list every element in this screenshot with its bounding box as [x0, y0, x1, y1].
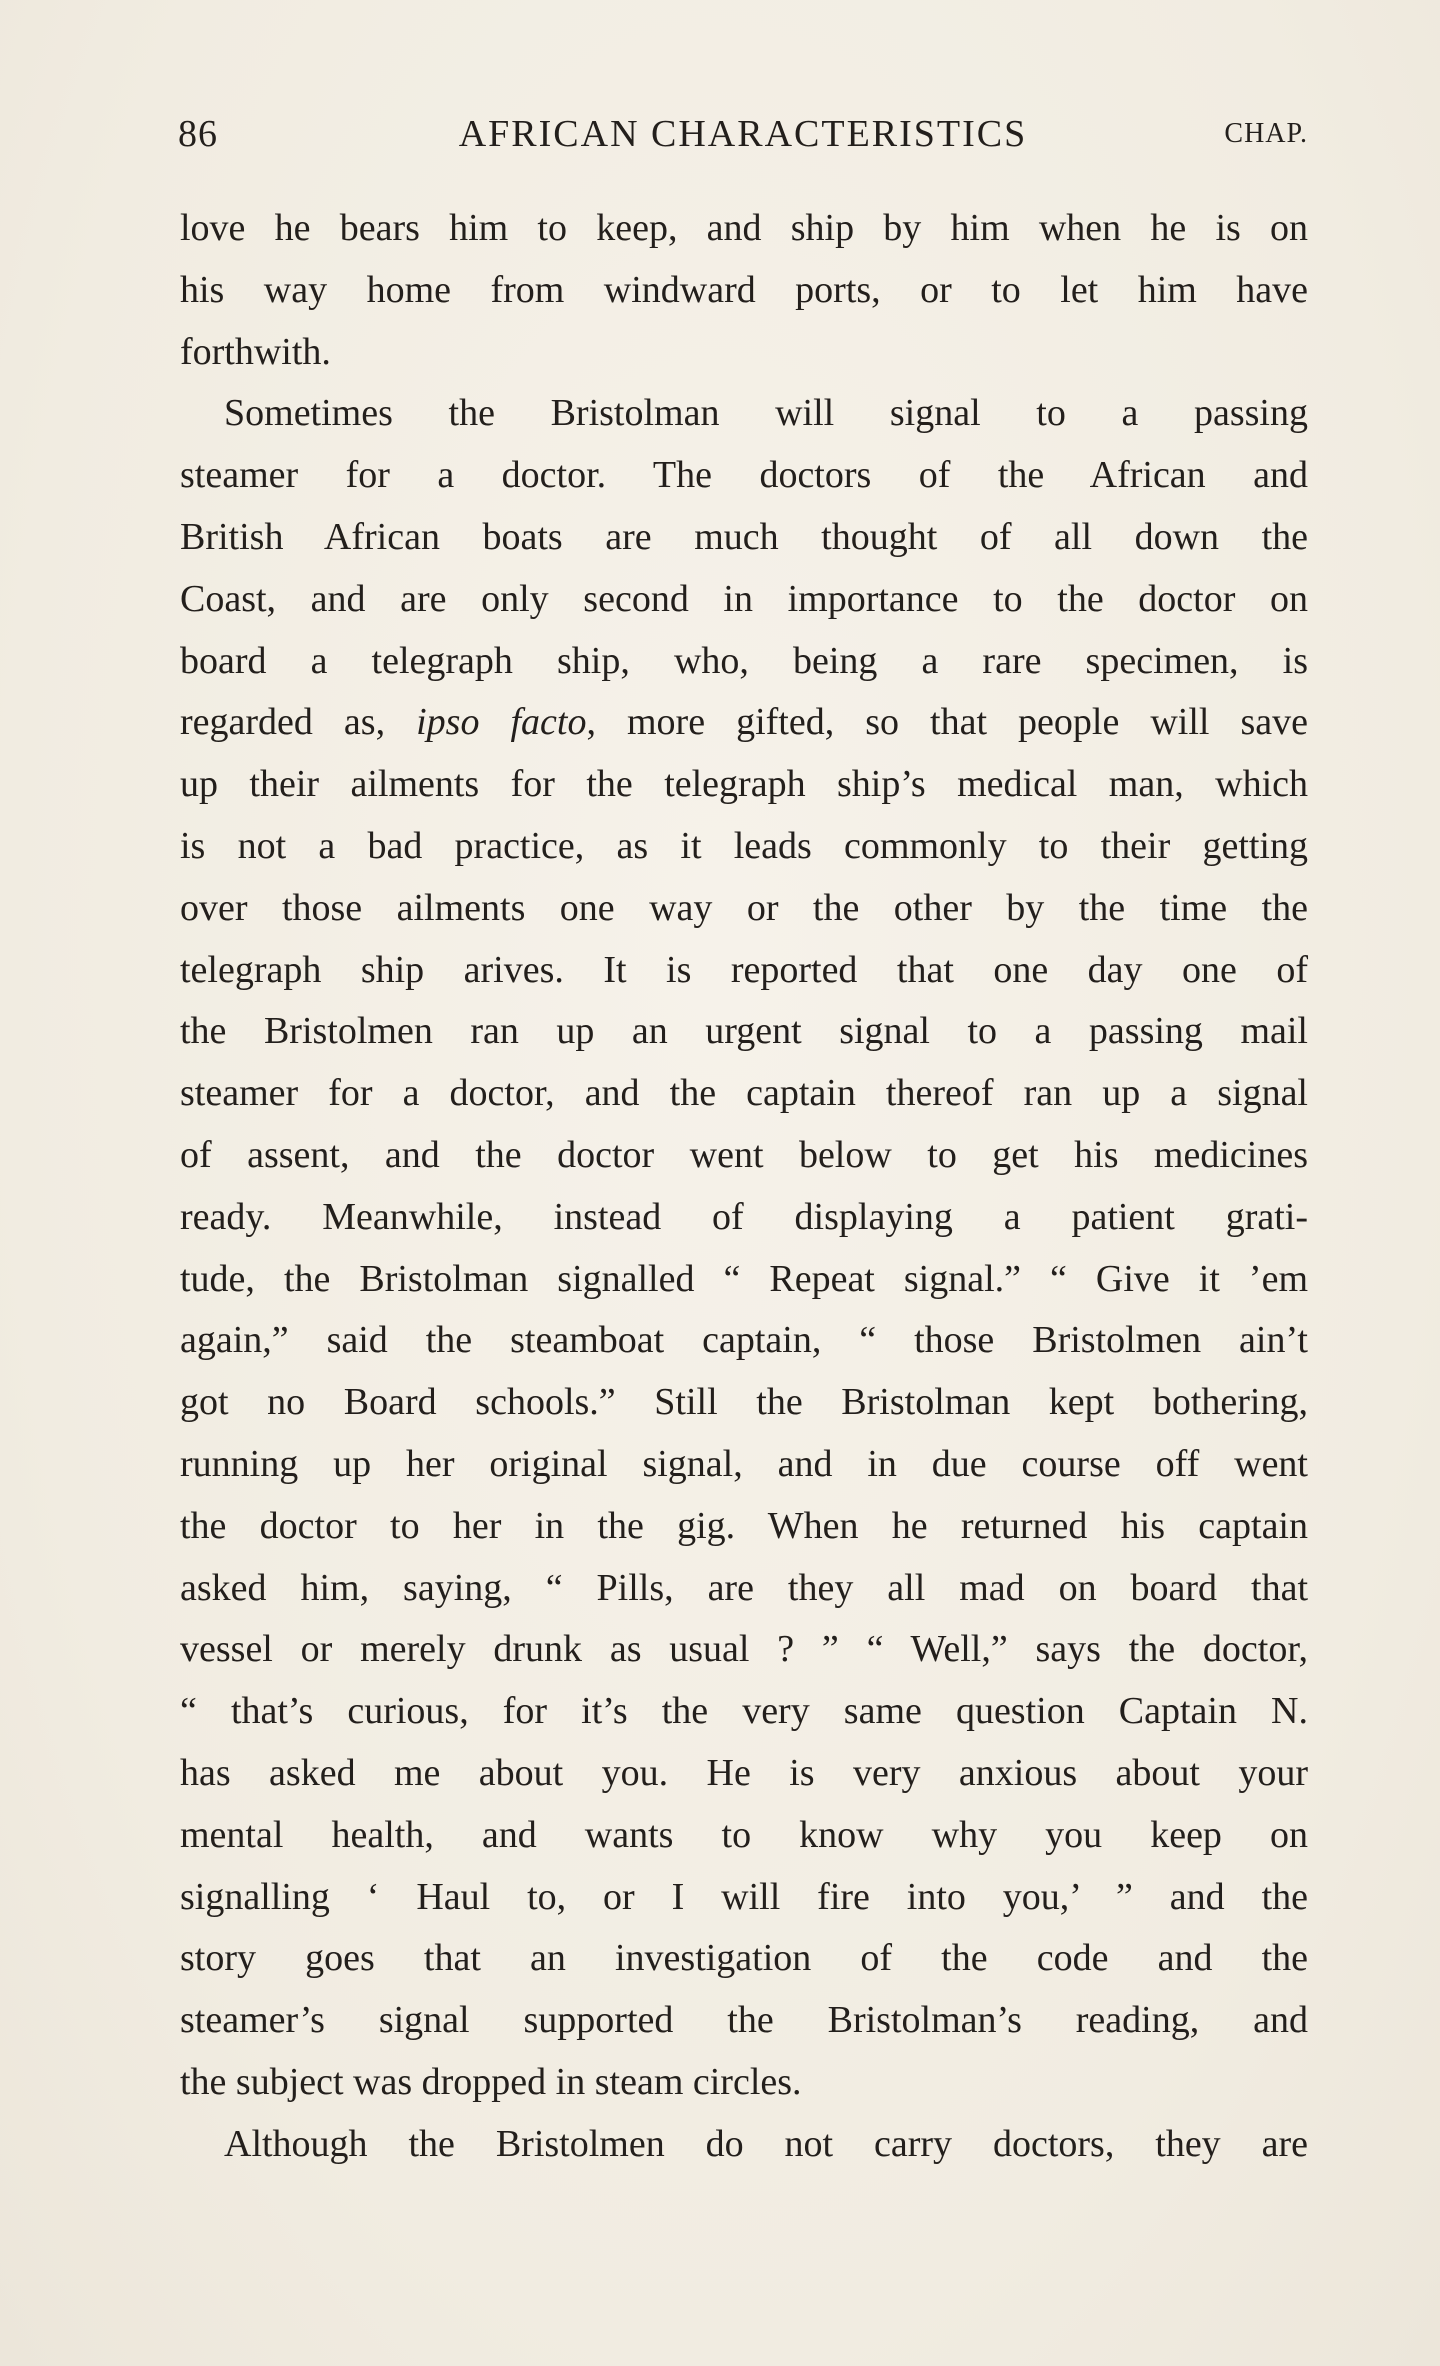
text-line [180, 692, 1308, 754]
text-line: signalling ‘ Haul to, or I will fire into you,’ ” and the [180, 1875, 1308, 1918]
running-title: AFRICAN CHARACTERISTICS [458, 113, 1028, 155]
text-line: love he bears him to keep, and ship by him when he is on [180, 207, 1308, 249]
italic-phrase: ipso facto [416, 701, 587, 744]
text-line: story goes that an investigation of the code and the [180, 1937, 1308, 1980]
text-line: running up her original signal, and in due course off went [180, 1442, 1308, 1485]
paragraph-start-line: Sometimes the Bristolman will signal to a passing [224, 392, 1308, 435]
text-segment: , more gifted, so that people will save [586, 701, 1309, 744]
text-line: up their ailments for the telegraph ship’s medical man, which [180, 763, 1308, 806]
text-line: board a telegraph ship, who, being a rare specimen, is [180, 639, 1308, 682]
text-line: steamer for a doctor, and the captain thereof ran up a signal [180, 1072, 1308, 1115]
text-line: forthwith. [180, 330, 331, 373]
text-line: the Bristolmen ran up an urgent signal to a passing mail [180, 1010, 1308, 1053]
paragraph-start-line: Although the Bristolmen do not carry doctors, they are [224, 2122, 1308, 2165]
text-line: steamer for a doctor. The doctors of the African and [180, 454, 1308, 497]
text-line: ready. Meanwhile, instead of displaying a patient grati- [180, 1195, 1308, 1238]
text-line: Coast, and are only second in importance to the doctor on [180, 577, 1308, 620]
text-line: again,” said the steamboat captain, “ those Bristolmen ain’t [180, 1319, 1308, 1362]
text-line: over those ailments one way or the other by the time the [180, 886, 1308, 929]
page-number: 86 [178, 113, 218, 155]
running-head [178, 112, 1308, 162]
body-text [180, 198, 1308, 2176]
text-line: British African boats are much thought of all down the [180, 515, 1308, 558]
text-line: is not a bad practice, as it leads commonly to their getting [180, 824, 1308, 867]
text-line: his way home from windward ports, or to let him have [180, 268, 1308, 311]
text-line: steamer’s signal supported the Bristolman’s reading, and [180, 1999, 1308, 2042]
text-line: the doctor to her in the gig. When he returned his captain [180, 1504, 1308, 1547]
text-line: asked him, saying, “ Pills, are they all mad on board that [180, 1566, 1308, 1609]
text-line: the subject was dropped in steam circles. [180, 2060, 802, 2103]
text-line: got no Board schools.” Still the Bristolman kept bothering, [180, 1381, 1308, 1424]
text-line: of assent, and the doctor went below to get his medicines [180, 1133, 1308, 1176]
text-line: mental health, and wants to know why you keep on [180, 1813, 1308, 1856]
text-line: telegraph ship arives. It is reported that one day one of [180, 948, 1308, 991]
text-line: “ that’s curious, for it’s the very same question Captain N. [180, 1690, 1308, 1733]
text-line: has asked me about you. He is very anxious about your [180, 1751, 1308, 1794]
text-segment: regarded as, [180, 701, 417, 744]
text-line: tude, the Bristolman signalled “ Repeat signal.” “ Give it ’em [180, 1257, 1308, 1300]
text-line: vessel or merely drunk as usual ? ” “ Well,” says the doctor, [180, 1628, 1308, 1671]
chapter-label: CHAP. [1224, 118, 1308, 149]
